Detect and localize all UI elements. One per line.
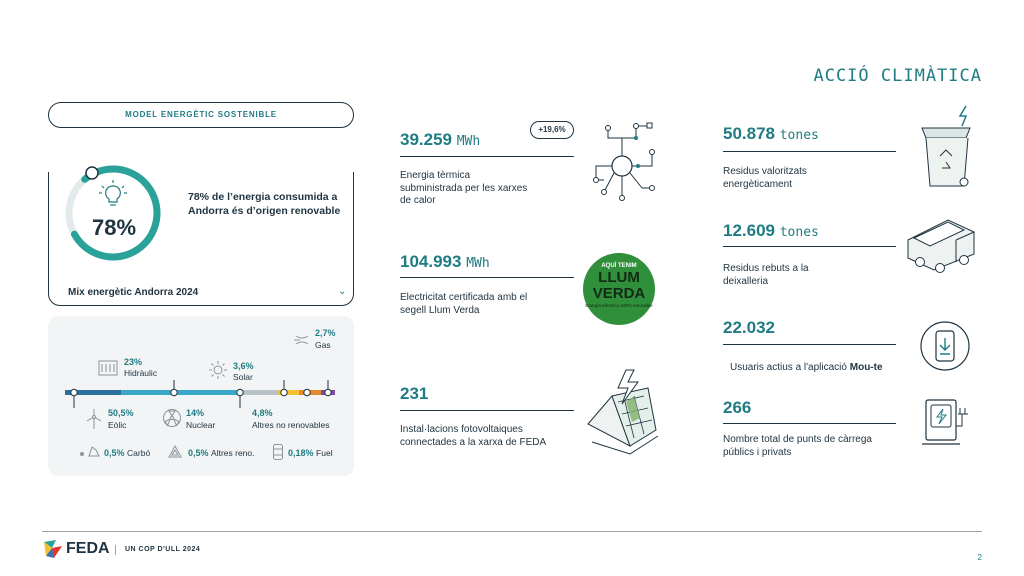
mix-gas-name: Gas bbox=[315, 340, 331, 350]
stat-waste-value: 50.878 tones bbox=[723, 124, 819, 143]
mix-hydro-pct: 23% bbox=[124, 357, 143, 367]
nuclear-icon bbox=[162, 408, 182, 428]
chevron-down-icon[interactable]: ⌄ bbox=[338, 286, 347, 297]
divider bbox=[400, 410, 574, 411]
mix-nuclear-name: Nuclear bbox=[186, 420, 216, 430]
feda-logo-icon bbox=[42, 538, 64, 560]
divider bbox=[723, 344, 896, 345]
phone-download-icon bbox=[919, 320, 971, 372]
mix-wind-name: Eòlic bbox=[108, 420, 127, 430]
stat-waste-desc: Residus valoritzats energèticament bbox=[723, 166, 807, 190]
mix-wind-pct: 50,5% bbox=[108, 408, 134, 418]
footer-brand: FEDA bbox=[66, 540, 110, 557]
growth-badge: +19,6% bbox=[530, 121, 574, 139]
mix-nonrenew-name: Altres no renovables bbox=[252, 420, 330, 430]
fuel-barrel-icon bbox=[272, 443, 284, 461]
coal-icon bbox=[86, 444, 102, 460]
stat-chargers-desc: Nombre total de punts de càrrega públics i privats bbox=[723, 434, 872, 458]
truck-icon bbox=[904, 210, 984, 276]
stat-green-elec-desc: Electricitat certificada amb el segell Llum Verda bbox=[400, 292, 528, 316]
mix-solar-pct: 3,6% bbox=[233, 361, 254, 371]
renewable-ring-arc bbox=[60, 160, 166, 266]
stat-app-users-value: 22.032 bbox=[723, 318, 775, 337]
stat-heat-desc: Energia tèrmica subministrada per les xarxes de calor bbox=[400, 170, 528, 206]
divider bbox=[723, 423, 896, 424]
bullet-dot bbox=[80, 452, 84, 456]
page-number: 2 bbox=[977, 553, 982, 562]
mix-fuel: 0,18% Fuel bbox=[288, 448, 333, 458]
divider bbox=[400, 156, 574, 157]
gas-flame-icon bbox=[292, 332, 310, 348]
heat-network-icon bbox=[590, 118, 660, 210]
stat-chargers-value: 266 bbox=[723, 398, 752, 417]
stat-green-elec-value: 104.993 MWh bbox=[400, 252, 490, 271]
footer-tagline: UN COP D'ULL 2024 bbox=[125, 546, 201, 553]
mix-other-renewables: 0,5% Altres reno. bbox=[188, 448, 255, 458]
hydro-panel-icon bbox=[97, 358, 119, 378]
renewable-ring bbox=[60, 160, 166, 266]
mix-nonrenew-pct: 4,8% bbox=[252, 408, 273, 418]
mix-label: Mix energètic Andorra 2024 bbox=[68, 287, 199, 298]
stat-pv-desc: Instal·lacions fotovoltaiques connectades a la xarxa de FEDA bbox=[400, 424, 547, 448]
footer-separator bbox=[115, 545, 116, 555]
llum-verda-seal: AQUÍ TENIM LLUM VERDA Energia elèctrica 100% renovable bbox=[583, 253, 655, 325]
ev-charger-icon bbox=[920, 398, 976, 448]
lightbulb-icon bbox=[98, 180, 128, 212]
stat-app-users-desc: Usuaris actius a l'aplicació Mou-te bbox=[730, 362, 883, 373]
stat-deixalleria-value: 12.609 tones bbox=[723, 221, 819, 240]
sun-icon bbox=[208, 360, 228, 380]
mix-segment-solar bbox=[277, 390, 299, 395]
mix-gas-pct: 2,7% bbox=[315, 328, 336, 338]
recycle-icon bbox=[166, 444, 184, 460]
mix-solar-name: Solar bbox=[233, 372, 253, 382]
stat-heat-value: 39.259 MWh bbox=[400, 130, 481, 149]
waste-bin-icon bbox=[912, 104, 982, 194]
footer-divider bbox=[42, 531, 982, 532]
page-title: ACCIÓ CLIMÀTICA bbox=[813, 66, 982, 86]
section-pill: MODEL ENERGÈTIC SOSTENIBLE bbox=[48, 102, 354, 128]
ring-start-dot bbox=[86, 167, 98, 179]
renewable-description: 78% de l’energia consumida a Andorra és d’origen renovable bbox=[188, 191, 341, 217]
stat-pv-value: 231 bbox=[400, 384, 429, 403]
solar-panels-icon bbox=[582, 368, 662, 458]
wind-turbine-icon bbox=[84, 408, 104, 430]
divider bbox=[400, 277, 574, 278]
mix-coal: 0,5% Carbó bbox=[104, 448, 151, 458]
divider bbox=[723, 246, 896, 247]
mix-segment-wind bbox=[121, 390, 237, 395]
mix-hydro-name: Hidràulic bbox=[124, 368, 158, 378]
divider bbox=[723, 151, 896, 152]
renewable-percent: 78% bbox=[91, 215, 137, 240]
mix-nuclear-pct: 14% bbox=[186, 408, 205, 418]
stat-deixalleria-desc: Residus rebuts a la deixalleria bbox=[723, 263, 809, 287]
